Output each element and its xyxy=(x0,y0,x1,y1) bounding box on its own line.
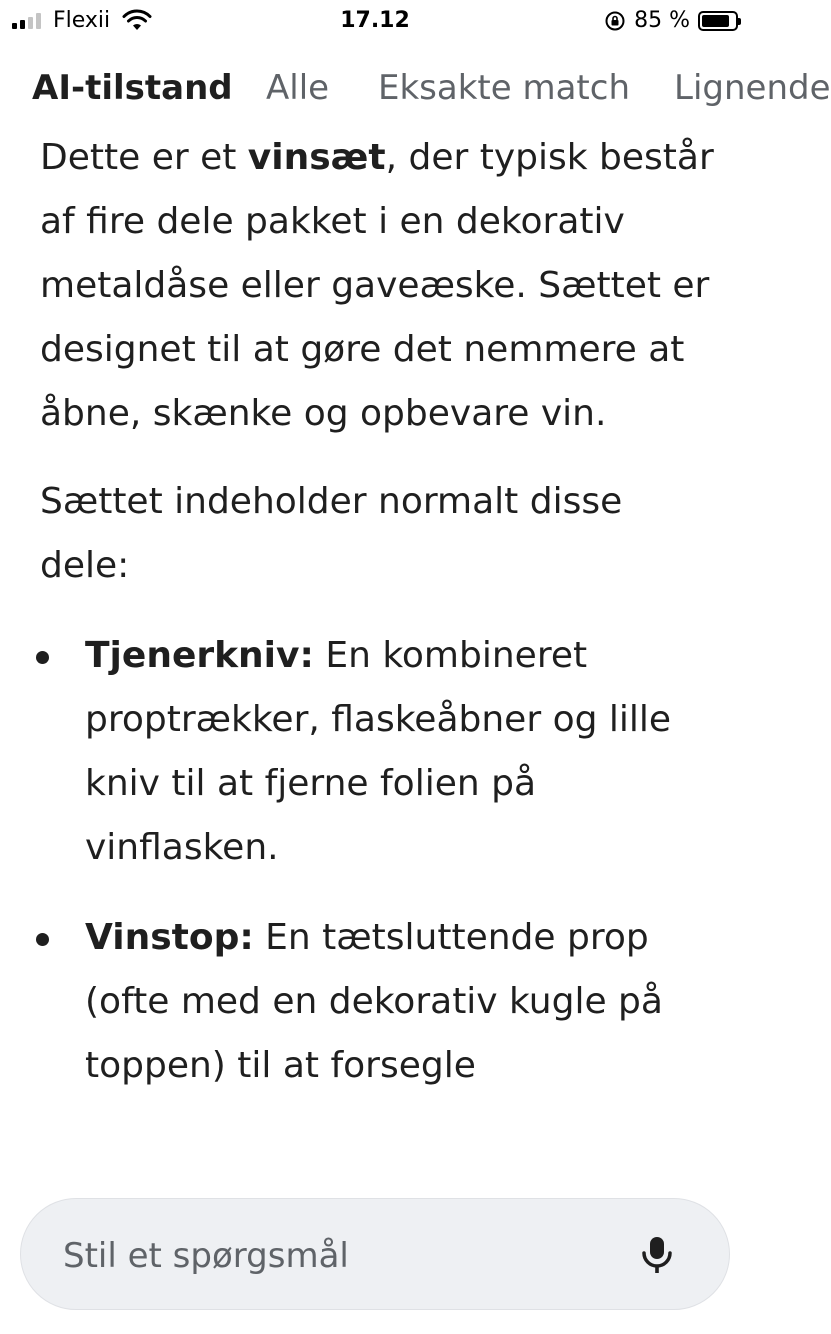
list-item xyxy=(40,624,720,880)
list-item-term: Vinstop: xyxy=(85,917,254,958)
battery-icon xyxy=(698,11,738,31)
parts-list xyxy=(40,624,720,1098)
ask-input[interactable] xyxy=(61,1229,625,1283)
list-item xyxy=(40,906,720,1098)
intro-text-start: Dette er et xyxy=(40,137,248,178)
ai-answer xyxy=(40,126,720,1124)
ask-bar xyxy=(20,1198,730,1310)
tab-exact-match[interactable]: Eksakte match xyxy=(378,68,630,108)
orientation-lock-icon xyxy=(604,10,626,32)
intro-text-end: , der typisk består af fire dele pakket i en dekorativ metaldåse eller gaveæske. Sættet er designet til at gøre det nemmere at åbne, skænke og opbevare vin. xyxy=(40,137,714,434)
tab-similar[interactable]: Lignende xyxy=(674,68,831,108)
answer-paragraph-intro xyxy=(40,126,720,446)
status-right xyxy=(604,8,738,33)
tab-ai-mode[interactable]: AI-tilstand xyxy=(32,68,233,108)
microphone-icon[interactable] xyxy=(639,1235,675,1275)
bullet-dot xyxy=(36,933,49,946)
list-item-text: En kombineret proptrækker, flaskeåbner og lille kniv til at fjerne folien på vinflasken. xyxy=(85,635,672,868)
status-bar xyxy=(0,0,750,40)
carrier-name: Flexii xyxy=(53,8,111,33)
battery-cap xyxy=(738,18,741,25)
intro-bold-term: vinsæt xyxy=(247,137,386,178)
list-item-term: Tjenerkniv: xyxy=(85,635,314,676)
status-time: 17.12 xyxy=(340,8,410,33)
answer-paragraph-parts: Sættet indeholder normalt disse dele: xyxy=(40,481,623,586)
battery-percent: 85 % xyxy=(634,8,690,33)
tab-all[interactable]: Alle xyxy=(266,68,330,108)
bullet-dot xyxy=(36,651,49,664)
battery-fill xyxy=(702,15,729,27)
list-item-text: En tætsluttende prop (ofte med en dekorativ kugle på toppen) til at forsegle xyxy=(85,917,663,1086)
search-mode-tabs xyxy=(0,62,831,118)
